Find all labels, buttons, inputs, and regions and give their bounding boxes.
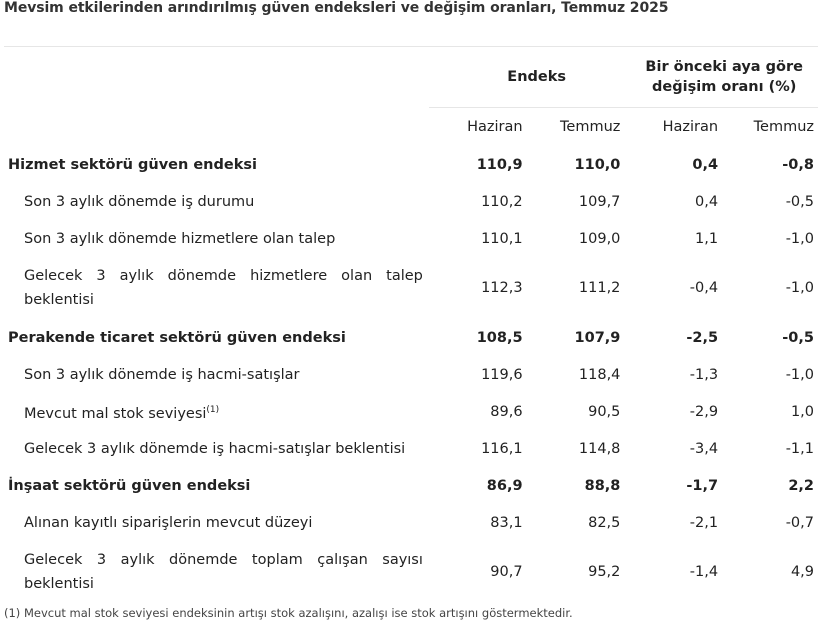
cell-value: -1,0 <box>785 280 814 296</box>
table-row <box>4 319 818 356</box>
cell-value: 1,0 <box>790 403 814 420</box>
cell-value: -1,7 <box>686 477 719 494</box>
cell-value: -0,4 <box>689 280 719 296</box>
table-title: Mevsim etkilerinden arındırılmış güven endeksleri ve değişim oranları, Temmuz 2025 <box>4 0 669 16</box>
cell-value: -1,3 <box>689 366 719 383</box>
cell-value: 119,6 <box>481 366 523 383</box>
footnote-marker: (1) <box>206 404 220 415</box>
header-index-group: Endeks <box>429 47 625 108</box>
row-label: Perakende ticaret sektörü güven endeksi <box>8 329 346 346</box>
row-label: Gelecek 3 aylık dönemde toplam çalışan sayısı beklentisi <box>24 552 423 592</box>
cell-value: -0,5 <box>785 193 814 210</box>
cell-value: -3,4 <box>689 440 719 457</box>
cell-value: 95,2 <box>588 564 621 580</box>
cell-value: 107,9 <box>574 329 621 346</box>
table-row <box>4 146 818 183</box>
cell-value: 110,0 <box>574 156 621 173</box>
table-row <box>4 183 818 220</box>
table-row <box>4 430 818 467</box>
cell-value: 89,6 <box>490 403 523 420</box>
header-change-group <box>624 47 818 108</box>
cell-value: 110,1 <box>481 230 523 247</box>
cell-value: 112,3 <box>481 280 523 296</box>
cell-value: -2,1 <box>689 514 719 531</box>
row-label-with-footnote <box>4 393 429 430</box>
subheader-index-july: Temmuz <box>527 108 625 147</box>
cell-value: 109,0 <box>578 230 621 247</box>
cell-value: 108,5 <box>476 329 523 346</box>
cell-value: 88,8 <box>584 477 621 494</box>
cell-value: 86,9 <box>486 477 523 494</box>
cell-value: 109,7 <box>578 193 621 210</box>
cell-value: 82,5 <box>588 514 621 531</box>
cell-value: 90,5 <box>588 403 621 420</box>
cell-value: 110,2 <box>481 193 523 210</box>
subheader-change-july: Temmuz <box>722 108 818 147</box>
cell-value: 114,8 <box>578 440 621 457</box>
row-label: Mevcut mal stok seviyesi <box>24 405 207 422</box>
subheader-change-june: Haziran <box>624 108 722 147</box>
table-row <box>4 541 818 603</box>
cell-value: 4,9 <box>790 564 814 580</box>
row-label: Gelecek 3 aylık dönemde hizmetlere olan talep beklentisi <box>24 268 423 308</box>
table-row <box>4 504 818 541</box>
cell-value: -2,9 <box>689 403 719 420</box>
cell-value: 110,9 <box>476 156 523 173</box>
header-empty <box>4 108 429 147</box>
cell-value: -0,7 <box>785 514 814 531</box>
row-label: İnşaat sektörü güven endeksi <box>8 477 251 494</box>
cell-value: 2,2 <box>788 477 814 494</box>
subheader-index-june: Haziran <box>429 108 527 147</box>
cell-value: -0,8 <box>782 156 814 173</box>
footnote: (1) Mevcut mal stok seviyesi endeksinin artışı stok azalışını, azalışı ise stok artışını göstermektedir. <box>4 606 573 620</box>
table-row <box>4 220 818 257</box>
header-empty <box>4 47 429 108</box>
cell-value: 83,1 <box>490 514 523 531</box>
header-change-line1: Bir önceki aya göre <box>645 59 803 75</box>
row-label: Hizmet sektörü güven endeksi <box>8 156 257 173</box>
cell-value: -1,0 <box>785 366 814 383</box>
table-row <box>4 356 818 393</box>
row-label: Gelecek 3 aylık dönemde iş hacmi-satışlar beklentisi <box>24 440 406 457</box>
cell-value: -1,1 <box>785 440 814 457</box>
table-row <box>4 257 818 319</box>
cell-value: 116,1 <box>481 440 523 457</box>
confidence-index-table <box>4 46 818 603</box>
cell-value: -0,5 <box>782 329 814 346</box>
cell-value: 1,1 <box>695 230 719 247</box>
row-label: Son 3 aylık dönemde iş durumu <box>24 193 255 210</box>
cell-value: -1,0 <box>785 230 814 247</box>
row-label: Alınan kayıtlı siparişlerin mevcut düzeyi <box>24 514 313 531</box>
table-row <box>4 467 818 504</box>
cell-value: 90,7 <box>490 564 523 580</box>
header-change-line2: değişim oranı (%) <box>652 79 797 95</box>
cell-value: 0,4 <box>695 193 719 210</box>
cell-value: 118,4 <box>578 366 621 383</box>
cell-value: -2,5 <box>686 329 719 346</box>
row-label: Son 3 aylık dönemde iş hacmi-satışlar <box>24 366 300 383</box>
row-label: Son 3 aylık dönemde hizmetlere olan talep <box>24 230 336 247</box>
cell-value: 0,4 <box>692 156 719 173</box>
table-row <box>4 393 818 430</box>
cell-value: -1,4 <box>689 564 719 580</box>
cell-value: 111,2 <box>578 280 621 296</box>
